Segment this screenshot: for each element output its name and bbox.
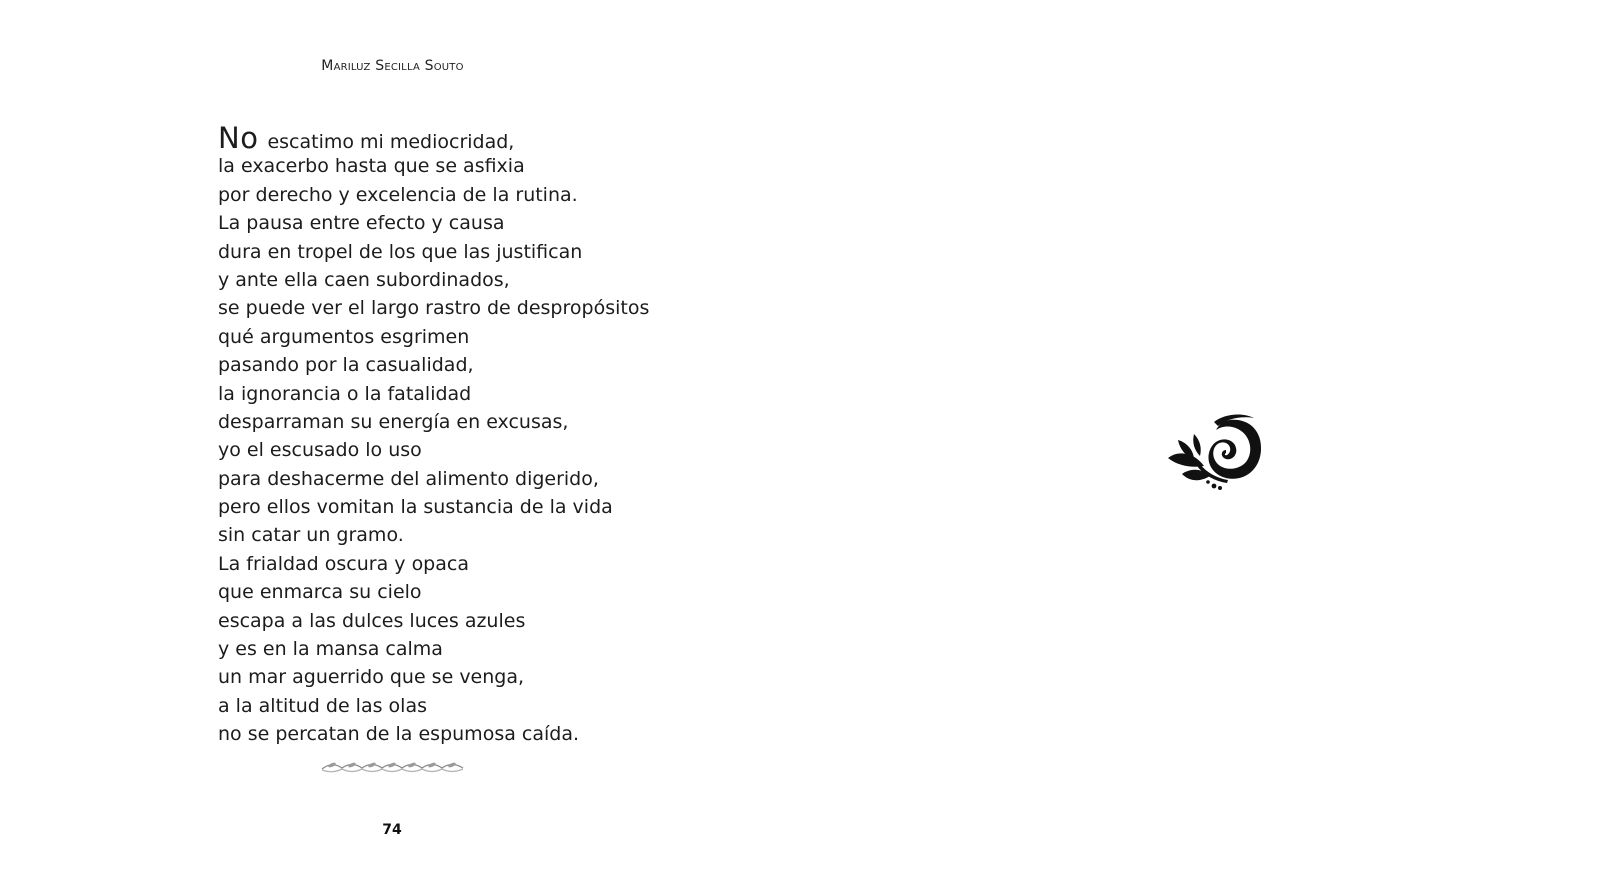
poem-line: desparraman su energía en excusas, xyxy=(218,410,569,433)
poem-line: yo el escusado lo uso xyxy=(218,439,422,462)
poem-line: sin catar un gramo. xyxy=(218,524,404,547)
poem-line: la ignorancia o la fatalidad xyxy=(218,382,472,405)
poem-line: pero ellos vomitan la sustancia de la vida xyxy=(218,496,613,519)
poem-line: la exacerbo hasta que se asfixia xyxy=(218,155,525,178)
poem-line: dura en tropel de los que las justifican xyxy=(218,240,583,263)
poem-line: escapa a las dulces luces azules xyxy=(218,609,526,632)
poem-line: no se percatan de la espumosa caída. xyxy=(218,723,580,746)
poem-first-word: No xyxy=(218,121,259,155)
poem-line-first xyxy=(218,121,649,155)
poem-line: por derecho y excelencia de la rutina. xyxy=(218,183,578,206)
poem-line: y es en la mansa calma xyxy=(218,638,443,661)
poem-line: que enmarca su cielo xyxy=(218,581,422,604)
floral-swirl-ornament-icon xyxy=(1164,412,1264,494)
poem-line: se puede ver el largo rastro de despropósitos xyxy=(218,297,650,320)
poem-line: La pausa entre efecto y causa xyxy=(218,212,505,235)
poem-line: para deshacerme del alimento digerido, xyxy=(218,467,599,490)
running-header-author: Mariluz Secilla Souto xyxy=(321,58,464,74)
poem-line: La frialdad oscura y opaca xyxy=(218,552,469,575)
poem-line: pasando por la casualidad, xyxy=(218,354,474,377)
vine-divider-icon xyxy=(320,760,465,774)
poem-line: qué argumentos esgrimen xyxy=(218,325,470,348)
poem-body xyxy=(218,121,650,749)
poem-line: y ante ella caen subordinados, xyxy=(218,268,510,291)
poem-line: a la altitud de las olas xyxy=(218,694,427,717)
poem-first-line-rest: escatimo mi mediocridad, xyxy=(267,131,515,153)
page-number: 74 xyxy=(382,822,402,838)
poem-line: un mar aguerrido que se venga, xyxy=(218,666,525,689)
